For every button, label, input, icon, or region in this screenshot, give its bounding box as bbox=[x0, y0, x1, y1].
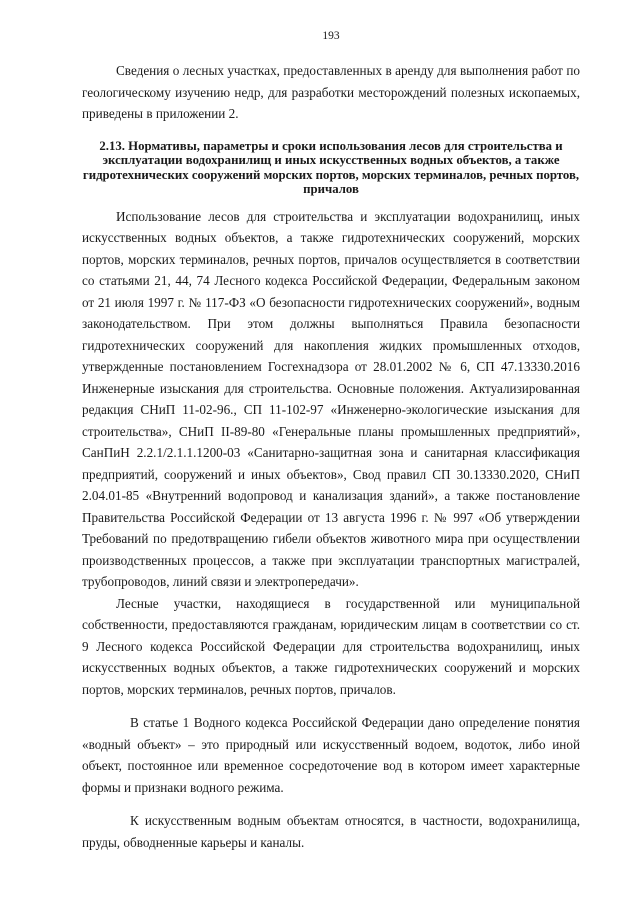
document-page bbox=[82, 30, 580, 853]
body-paragraph-3: В статье 1 Водного кодекса Российской Федерации дано определение понятия «водный объект» – это природный или искусственный водоем, водоток, либо иной объект, постоянное или временное сосредоточение вод в котором имеет характерные формы и признаки водного режима. bbox=[82, 715, 580, 795]
body-paragraph-1: Использование лесов для строительства и эксплуатации водохранилищ, иных искусственных водных объектов, а также гидротехнических сооружений, морских портов, морских терминалов, речных портов, причалов осуществляется в соответствии со статьями 21, 44, 74 Лесного кодекса Российской Федерации, Федеральным законом от 21 июля 1997 г. № 117-ФЗ «О безопасности гидротехнических сооружений», водным законодательством. При этом должны выполняться Правила безопасности гидротехнических сооружений для накопления жидких промышленных отходов, утвержденные постановлением Госгехнадзора от 28.01.2002 № 6, СП 47.13330.2016 Инженерные изыскания для строительства. Основные положения. Актуализированная редакция СНиП 11-02-96., СП 11-102-97 «Инженерно-экологические изыскания для строительства», СНиП II-89-80 «Генеральные планы промышленных предприятий», СанПиН 2.2.1/2.1.1.1200-03 «Санитарно-защитная зона и санитарная классификация предприятий, сооружений и иных объектов», Свод правил СП 30.13330.2020, СНиП 2.04.01-85 «Внутренний водопровод и канализация зданий», а также постановление Правительства Российской Федерации от 13 августа 1996 г. № 997 «Об утверждении Требований по предотвращению гибели объектов животного мира при осуществлении производственных процессов, а также при эксплуатации транспортных магистралей, трубопроводов, линий связи и электропередачи». bbox=[82, 208, 580, 589]
page-number: 193 bbox=[322, 30, 340, 42]
section-heading: 2.13. Нормативы, параметры и сроки использования лесов для строительства и эксплуатации водохранилищ и иных искусственных водных объектов, а также гидротехнических сооружений морских портов, морских терминалов, речных портов, причалов bbox=[82, 138, 580, 196]
body-paragraph-4: К искусственным водным объектам относятся, в частности, водохранилища, пруды, обводненные карьеры и каналы. bbox=[82, 813, 580, 850]
body-paragraph-2: Лесные участки, находящиеся в государственной или муниципальной собственности, предоставляются гражданам, юридическим лицам в соответствии со ст. 9 Лесного кодекса Российской Федерации для строительства водохранилищ, иных искусственных водных объектов, а также гидротехнических сооружений и морских портов, морских терминалов, речных портов, причалов. bbox=[82, 595, 580, 697]
intro-paragraph: Сведения о лесных участках, предоставленных в аренду для выполнения работ по геологическому изучению недр, для разработки месторождений полезных ископаемых, приведены в приложении 2. bbox=[82, 63, 580, 121]
